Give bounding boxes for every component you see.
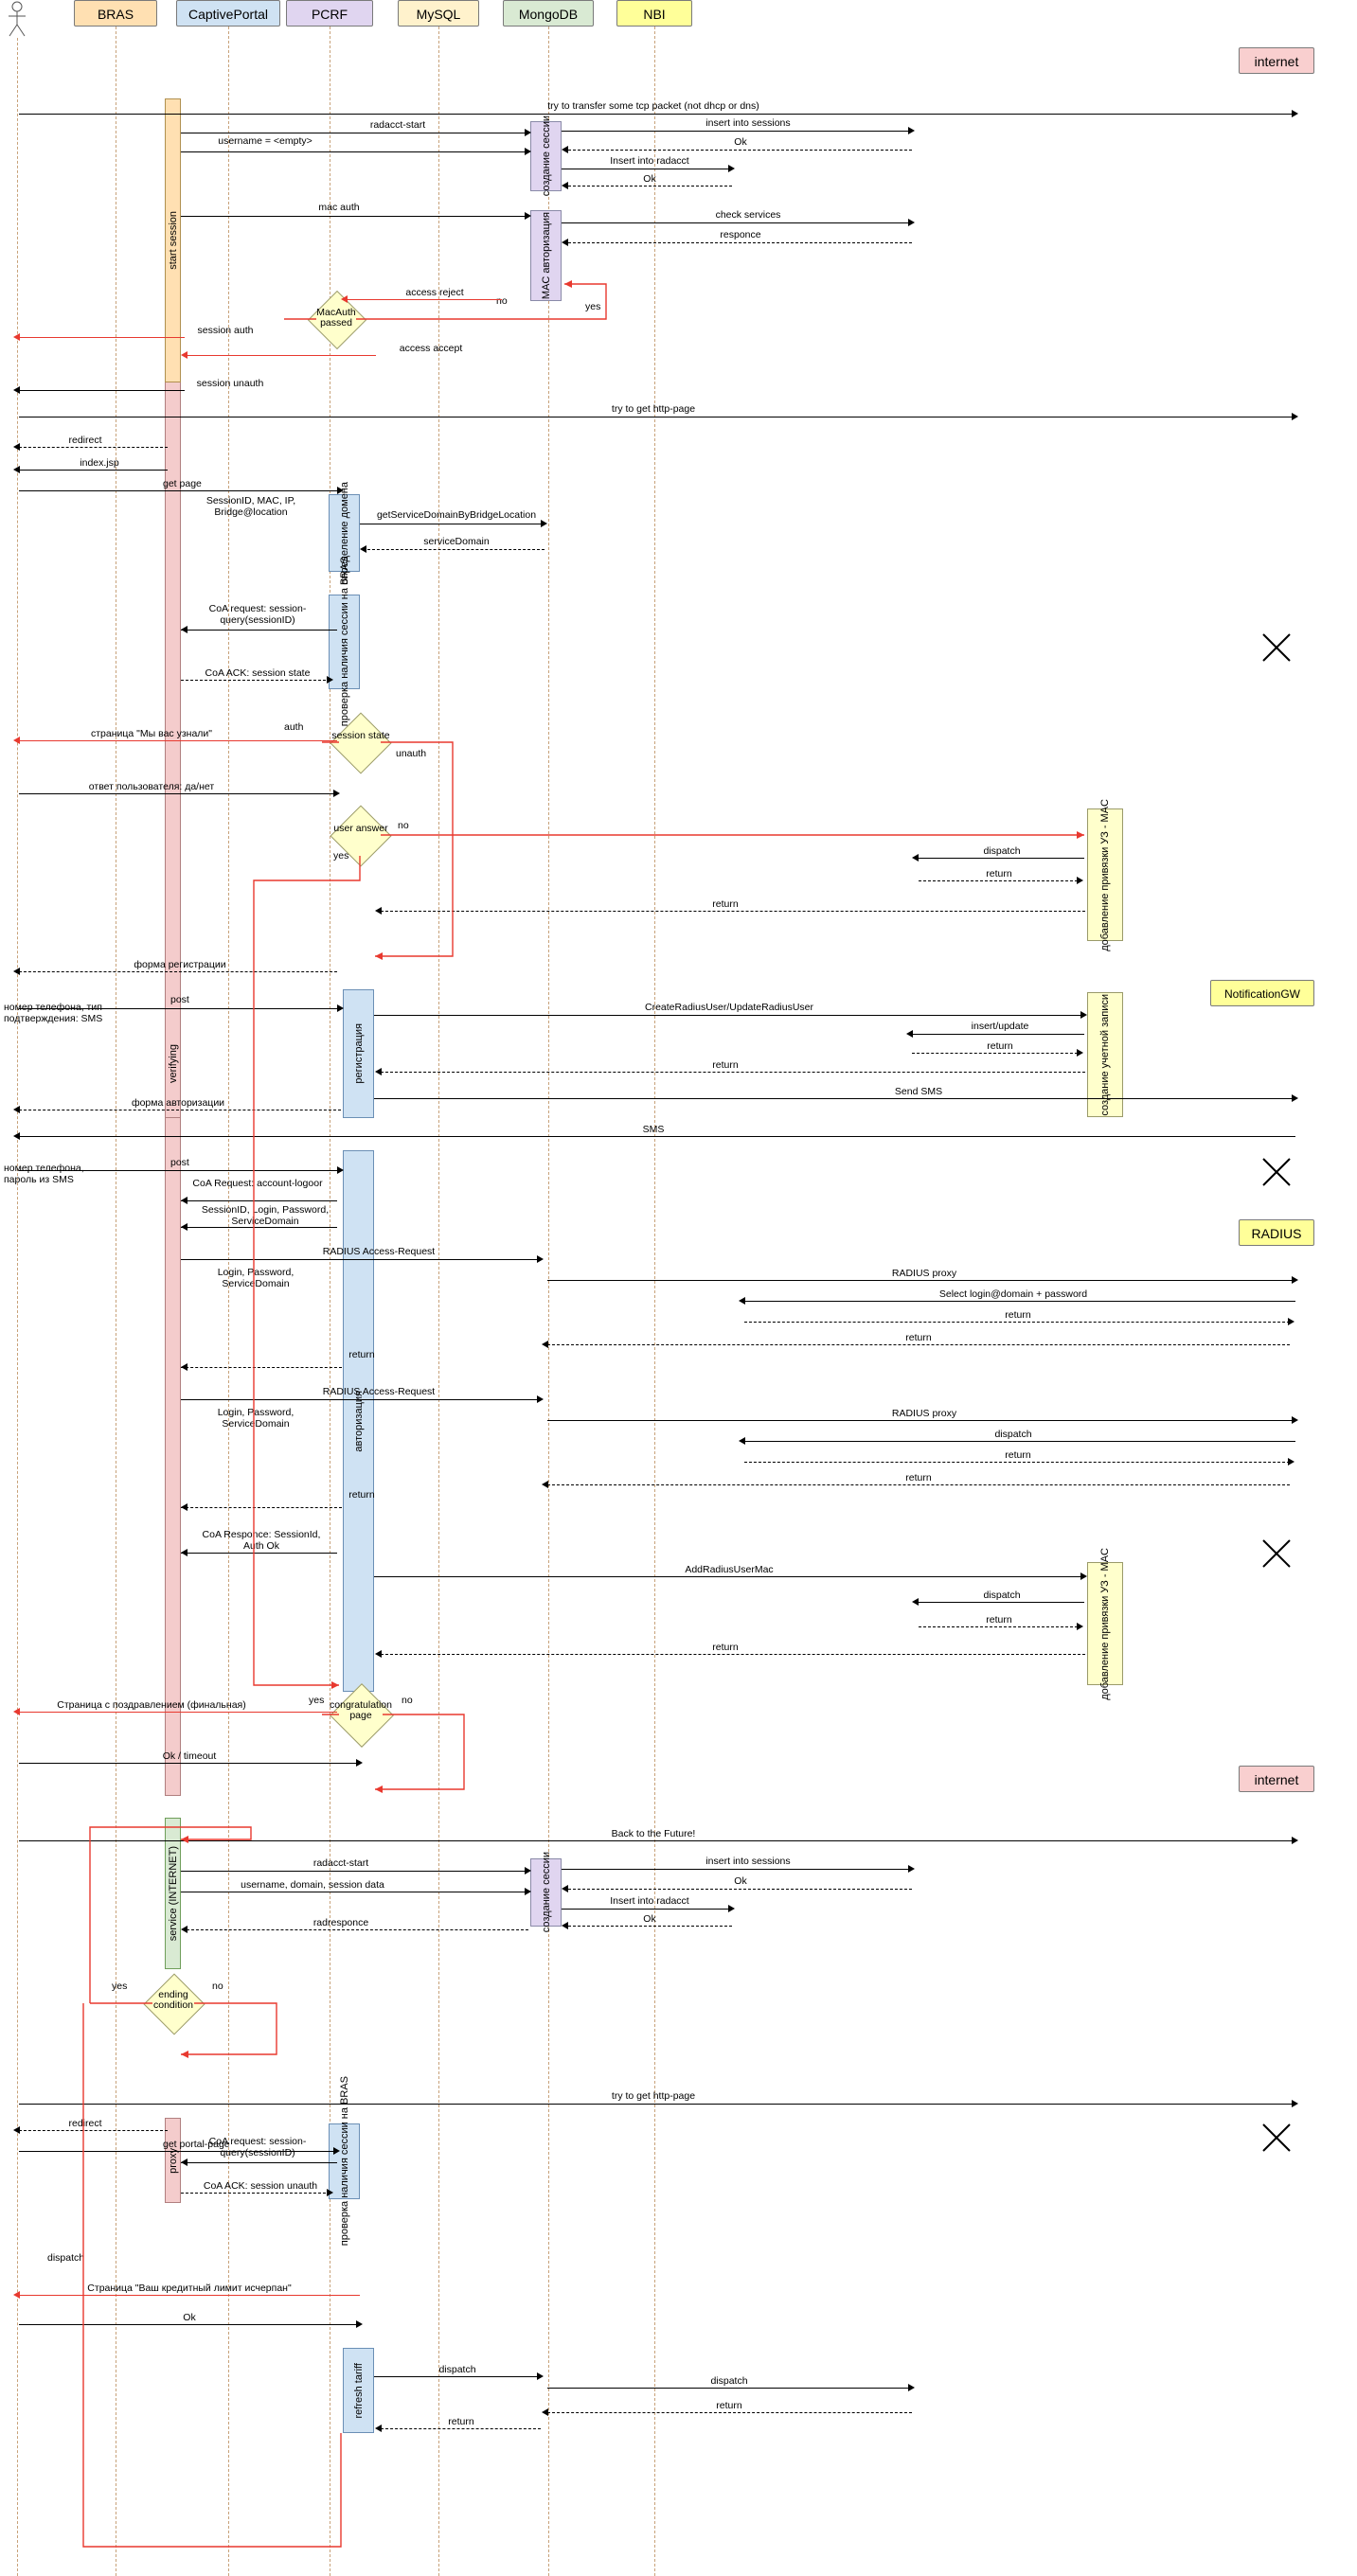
msg-label: SMS	[642, 1124, 665, 1135]
msg-label: RADIUS Access-Request	[322, 1386, 436, 1397]
msg-label: serviceDomain	[423, 536, 490, 547]
branch-label: yes	[585, 301, 601, 312]
msg-label: radresponce	[312, 1917, 369, 1928]
activation-label: service (INTERNET)	[167, 1845, 179, 1942]
msg-label-text: Login, Password, ServiceDomain	[217, 1407, 295, 1430]
msg-label: return	[712, 1059, 739, 1071]
decision-label: congratulation page	[330, 1699, 392, 1721]
msg-label: username, domain, session data	[241, 1879, 384, 1891]
decision-label: session state	[331, 730, 390, 741]
msg-label: access accept	[399, 343, 463, 354]
msg-label: страница "Мы вас узнали"	[91, 728, 212, 739]
activation-label: proxy	[167, 2147, 179, 2174]
note-label: добавление привязки УЗ - MAC	[1099, 1547, 1111, 1700]
msg-label: return	[348, 1489, 375, 1501]
activation-label: определение домена	[338, 481, 350, 585]
msg-label: username = <empty>	[218, 135, 312, 147]
msg-label: dispatch	[983, 1590, 1021, 1601]
note-label: добавление привязки УЗ - MAC	[1099, 798, 1111, 951]
activation-label: verifying	[167, 1043, 179, 1083]
msg-label: return	[712, 1642, 739, 1653]
msg-label: return	[1005, 1449, 1031, 1461]
msg-label: RADIUS proxy	[891, 1268, 957, 1279]
msg-label-text: CoA Responce: SessionId, Auth Ok	[202, 1529, 321, 1552]
msg-label: Select login@domain + password	[938, 1288, 1088, 1300]
msg-label: get page	[163, 478, 202, 489]
msg-label: CoA ACK: session state	[205, 667, 311, 679]
msg-label: redirect	[68, 2118, 102, 2129]
msg-label: RADIUS proxy	[891, 1408, 957, 1419]
lifeline-label: PCRF	[311, 7, 348, 22]
msg-label-text: SessionID, MAC, IP, Bridge@location	[205, 495, 296, 518]
msg-label: index.jsp	[80, 457, 119, 469]
lifeline-label: CaptivePortal	[187, 7, 269, 22]
msg-label-text: номер телефона, пароль из SMS	[4, 1163, 84, 1185]
activation-label: MAC авторизация	[540, 211, 552, 300]
msg-label: return	[348, 1349, 375, 1360]
msg-label: return	[905, 1332, 932, 1343]
branch-label: yes	[112, 1981, 128, 1992]
msg-label: return	[986, 1614, 1012, 1626]
msg-label: access reject	[405, 287, 464, 298]
msg-label: return	[1005, 1309, 1031, 1321]
msg-label: Send SMS	[894, 1086, 943, 1097]
lifeline-label: MySQL	[416, 7, 461, 22]
msg-label: insert into sessions	[705, 1856, 791, 1867]
msg-label: dispatch	[983, 845, 1021, 857]
msg-label: dispatch	[710, 2375, 748, 2387]
msg-label: Insert into radacct	[610, 155, 689, 167]
side-box-label: RADIUS	[1251, 1226, 1302, 1241]
activation-label: проверка наличия сессии на BRAS	[338, 2076, 350, 2247]
lifeline-label: BRAS	[97, 7, 134, 22]
side-box-label: internet	[1254, 54, 1299, 69]
msg-label: AddRadiusUserMac	[685, 1564, 774, 1575]
msg-label: RADIUS Access-Request	[322, 1246, 436, 1257]
branch-label: yes	[333, 850, 349, 862]
lifeline-label: NBI	[643, 7, 666, 22]
msg-label: return	[716, 2400, 742, 2411]
msg-label-text: CoA request: session-query(sessionID)	[208, 603, 307, 626]
msg-label: форма авторизации	[131, 1097, 225, 1109]
msg-label: try to transfer some tcp packet (not dhcp or dns)	[547, 100, 759, 112]
msg-label: try to get http-page	[611, 2090, 696, 2102]
msg-label: ответ пользователя: да/нет	[88, 781, 215, 792]
msg-label: Ok	[643, 1913, 656, 1925]
branch-label: no	[212, 1981, 223, 1992]
msg-label: post	[170, 994, 189, 1005]
msg-label: session unauth	[196, 378, 264, 389]
msg-label: dispatch	[438, 2364, 476, 2375]
activation-label: авторизация	[352, 1390, 365, 1452]
msg-label: insert into sessions	[705, 117, 791, 129]
activation-label: start session	[167, 211, 179, 270]
msg-label: Ok	[734, 136, 747, 148]
msg-label: Ok / timeout	[162, 1750, 217, 1762]
msg-label: Ok	[643, 173, 656, 185]
side-box-label: internet	[1254, 1772, 1299, 1787]
msg-label: Ok	[183, 2312, 196, 2323]
activation-label: регистрация	[352, 1023, 365, 1084]
msg-label: Insert into radacct	[610, 1895, 689, 1907]
msg-label: get portal-page	[163, 2139, 230, 2150]
note-label: создание учетной записи	[1099, 993, 1111, 1116]
msg-label: try to get http-page	[611, 403, 696, 415]
msg-label: Ok	[734, 1875, 747, 1887]
branch-label: no	[402, 1695, 413, 1706]
msg-label: форма регистрации	[134, 959, 226, 970]
msg-label: mac auth	[318, 202, 360, 213]
msg-label: responce	[720, 229, 761, 240]
msg-label: return	[712, 898, 739, 910]
msg-label-text: номер телефона, тип подтверждения: SMS	[4, 1002, 103, 1024]
msg-label: insert/update	[971, 1021, 1029, 1032]
side-box-label: NotificationGW	[1223, 987, 1301, 1001]
msg-label: Back to the Future!	[611, 1828, 696, 1839]
msg-label: CoA ACK: session unauth	[203, 2180, 318, 2192]
msg-label: return	[986, 868, 1012, 879]
activation-label: refresh tariff	[352, 2362, 365, 2419]
activation-label: создание сессии	[540, 1852, 552, 1933]
msg-label: Страница "Ваш кредитный лимит исчерпан"	[87, 2283, 292, 2294]
msg-label: radacct-start	[312, 1857, 369, 1869]
branch-label: no	[496, 295, 508, 307]
msg-label-text: CoA Request: account-logoor	[192, 1178, 323, 1189]
msg-label: check services	[715, 209, 781, 221]
branch-label: unauth	[396, 748, 427, 759]
branch-label: auth	[284, 721, 304, 733]
msg-label: CreateRadiusUser/UpdateRadiusUser	[645, 1002, 813, 1013]
decision-label: MacAuth passed	[316, 307, 356, 329]
msg-label: dispatch	[47, 2252, 85, 2264]
decision-label: user answer	[333, 823, 388, 834]
msg-label: session auth	[197, 325, 254, 336]
branch-label: yes	[309, 1695, 325, 1706]
decision-label: ending condition	[152, 1989, 194, 2011]
msg-label: return	[987, 1040, 1013, 1052]
activation-label: проверка наличия сессии на BRAS	[338, 557, 350, 727]
msg-label: dispatch	[994, 1429, 1032, 1440]
msg-label: redirect	[68, 435, 102, 446]
msg-label: Страница с поздравлением (финальная)	[57, 1699, 246, 1711]
lifeline-label: MongoDB	[518, 7, 579, 22]
activation-label: создание сессии	[540, 115, 552, 197]
msg-label: return	[905, 1472, 932, 1483]
msg-label-text: Login, Password, ServiceDomain	[217, 1267, 295, 1289]
msg-label: radacct-start	[369, 119, 426, 131]
msg-label-text: SessionID, Login, Password, ServiceDomain	[201, 1204, 330, 1227]
msg-label: getServiceDomainByBridgeLocation	[376, 509, 537, 521]
msg-label: post	[170, 1157, 189, 1168]
msg-label: return	[448, 2416, 474, 2427]
branch-label: no	[398, 820, 409, 831]
msg-label-text: CoA request: session-query(sessionID)	[208, 2136, 307, 2159]
